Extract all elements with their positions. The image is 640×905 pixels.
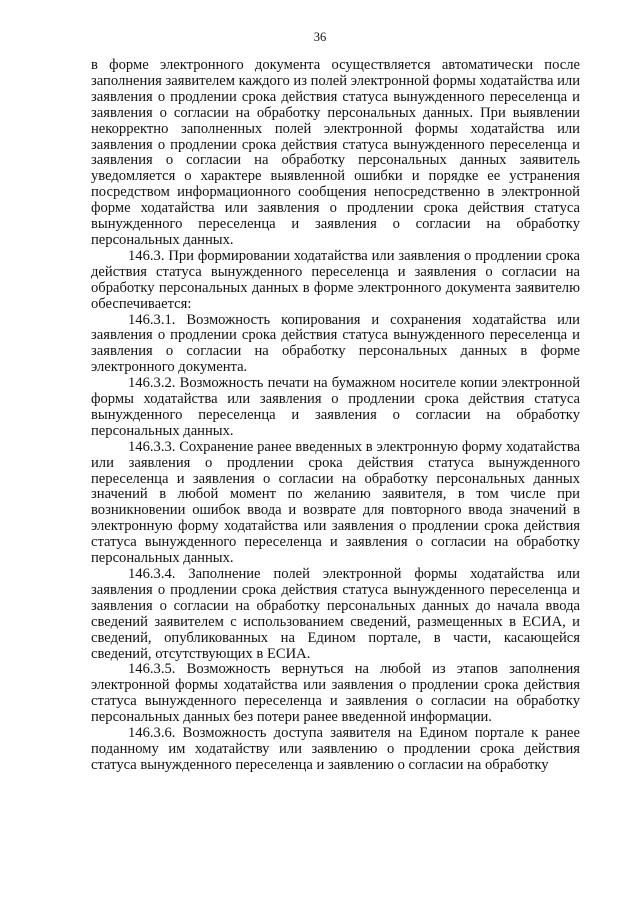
paragraph-146-3-1: 146.3.1. Возможность копирования и сохранения ходатайства или заявления о продлении срока действия статуса вынужденного переселенца и заявления о согласии на обработку персональных данных в форме электронного документа. (91, 311, 580, 376)
paragraph-146-3-5: 146.3.5. Возможность вернуться на любой из этапов заполнения электронной формы ходатайства или заявления о продлении срока действия статуса вынужденного переселенца и заявления о согласии на обработку персональных данных без потери ранее введенной информации. (91, 661, 580, 726)
paragraph-146-3: 146.3. При формировании ходатайства или заявления о продлении срока действия статуса вынужденного переселенца и заявления о согласии на обработку персональных данных в форме электронного документа заявителю обеспечивается: (91, 247, 580, 312)
paragraph-146-3-2: 146.3.2. Возможность печати на бумажном носителе копии электронной формы ходатайства или заявления о продлении срока действия статуса вынужденного переселенца и заявления о согласии на обработку персональных данных. (91, 375, 580, 439)
paragraph-continuation: в форме электронного документа осуществляется автоматически после заполнения заявителем каждого из полей электронной формы ходатайства или заявления о продлении срока действия статуса вынужденного переселенца и заявления о согласии на обработку персональных данных. При выявлении некорректно заполненных полей электронной формы ходатайства или заявления о продлении срока действия статуса вынужденного переселенца и заявления о согласии на обработку персональных данных заявитель уведомляется о характере выявленной ошибки и порядке ее устранения посредством информационного сообщения непосредственно в электронной форме ходатайства или заявления о продлении срока действия статуса вынужденного переселенца и заявления о согласии на обработку персональных данных. (91, 57, 581, 248)
paragraph-146-3-4: 146.3.4. Заполнение полей электронной формы ходатайства или заявления о продлении срока действия статуса вынужденного переселенца и заявления о согласии на обработку персональных данных до начала ввода сведений заявителем с использованием сведений, размещенных в ЕСИА, и сведений, опубликованных на Едином портале, в части, касающейся сведений, отсутствующих в ЕСИА. (91, 566, 580, 662)
page-number: 36 (313, 30, 327, 44)
paragraph-146-3-3: 146.3.3. Сохранение ранее введенных в электронную форму ходатайства или заявления о продлении срока действия статуса вынужденного переселенца и заявления о согласии на обработку персональных данных значений в любой момент по желанию заявителя, в том числе при возникновении ошибок ввода и возврате для повторного ввода значений в электронную форму ходатайства или заявления о продлении срока действия статуса вынужденного переселенца и заявления о согласии на обработку персональных данных. (91, 438, 580, 567)
document-body (91, 58, 580, 774)
paragraph-146-3-6: 146.3.6. Возможность доступа заявителя на Едином портале к ранее поданному им ходатайству или заявлению о продлении срока действия статуса вынужденного переселенца и заявлению о согласии на обработку (91, 725, 580, 773)
